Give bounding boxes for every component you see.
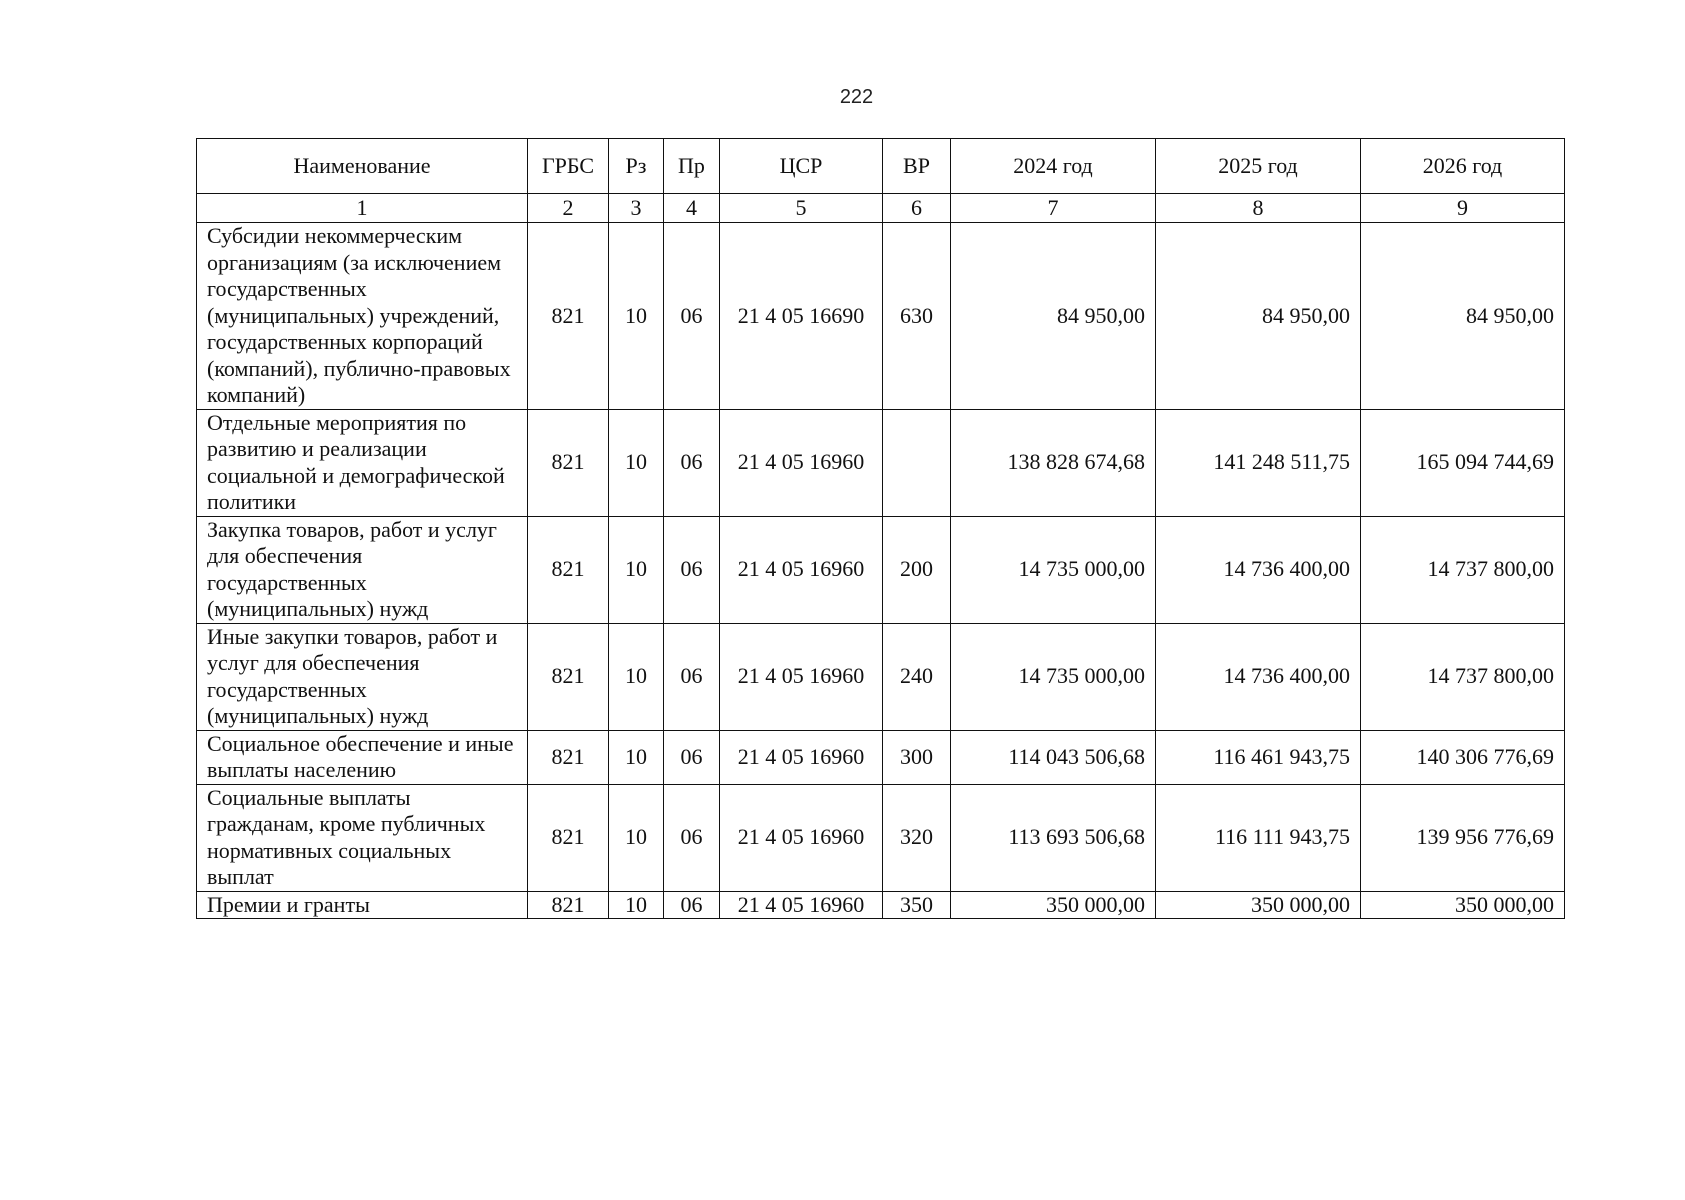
column-number: 2 bbox=[528, 194, 609, 223]
table-header-row bbox=[197, 139, 1565, 194]
row-vr bbox=[883, 409, 951, 516]
row-name: Субсидии некоммерческим организациям (за исключением государственных (муниципальных) учреждений, государственных корпораций (компаний), публично-правовых компаний) bbox=[197, 223, 528, 410]
column-number: 7 bbox=[951, 194, 1156, 223]
column-number: 4 bbox=[664, 194, 720, 223]
table-row bbox=[197, 891, 1565, 919]
row-csr: 21 4 05 16960 bbox=[720, 891, 883, 919]
table-row bbox=[197, 730, 1565, 784]
row-amount-2026: 14 737 800,00 bbox=[1361, 623, 1565, 730]
row-vr: 350 bbox=[883, 891, 951, 919]
page-number: 222 bbox=[839, 86, 874, 108]
row-csr: 21 4 05 16690 bbox=[720, 223, 883, 410]
column-header-2026: 2026 год bbox=[1361, 139, 1565, 194]
row-pr: 06 bbox=[664, 784, 720, 891]
row-grbs: 821 bbox=[528, 409, 609, 516]
row-name: Закупка товаров, работ и услуг для обеспечения государственных (муниципальных) нужд bbox=[197, 516, 528, 623]
row-rz: 10 bbox=[609, 516, 664, 623]
row-grbs: 821 bbox=[528, 784, 609, 891]
row-amount-2024: 14 735 000,00 bbox=[951, 623, 1156, 730]
table-row bbox=[197, 516, 1565, 623]
row-csr: 21 4 05 16960 bbox=[720, 784, 883, 891]
row-csr: 21 4 05 16960 bbox=[720, 623, 883, 730]
row-amount-2026: 140 306 776,69 bbox=[1361, 730, 1565, 784]
row-grbs: 821 bbox=[528, 891, 609, 919]
column-header-name: Наименование bbox=[197, 139, 528, 194]
row-amount-2026: 165 094 744,69 bbox=[1361, 409, 1565, 516]
row-pr: 06 bbox=[664, 516, 720, 623]
row-name: Социальные выплаты гражданам, кроме публичных нормативных социальных выплат bbox=[197, 784, 528, 891]
table-row bbox=[197, 784, 1565, 891]
row-name: Иные закупки товаров, работ и услуг для обеспечения государственных (муниципальных) нужд bbox=[197, 623, 528, 730]
row-amount-2025: 14 736 400,00 bbox=[1156, 516, 1361, 623]
row-rz: 10 bbox=[609, 784, 664, 891]
row-vr: 630 bbox=[883, 223, 951, 410]
column-header-vr: ВР bbox=[883, 139, 951, 194]
column-number: 3 bbox=[609, 194, 664, 223]
row-rz: 10 bbox=[609, 891, 664, 919]
column-number-row bbox=[197, 194, 1565, 223]
row-name: Социальное обеспечение и иные выплаты населению bbox=[197, 730, 528, 784]
budget-table bbox=[196, 138, 1565, 919]
row-csr: 21 4 05 16960 bbox=[720, 516, 883, 623]
row-pr: 06 bbox=[664, 730, 720, 784]
row-grbs: 821 bbox=[528, 516, 609, 623]
row-pr: 06 bbox=[664, 891, 720, 919]
row-amount-2024: 113 693 506,68 bbox=[951, 784, 1156, 891]
row-amount-2024: 350 000,00 bbox=[951, 891, 1156, 919]
row-amount-2026: 139 956 776,69 bbox=[1361, 784, 1565, 891]
row-rz: 10 bbox=[609, 730, 664, 784]
row-amount-2024: 14 735 000,00 bbox=[951, 516, 1156, 623]
column-header-grbs: ГРБС bbox=[528, 139, 609, 194]
row-vr: 300 bbox=[883, 730, 951, 784]
column-number: 6 bbox=[883, 194, 951, 223]
column-header-csr: ЦСР bbox=[720, 139, 883, 194]
row-csr: 21 4 05 16960 bbox=[720, 730, 883, 784]
row-grbs: 821 bbox=[528, 223, 609, 410]
row-name: Отдельные мероприятия по развитию и реализации социальной и демографической политики bbox=[197, 409, 528, 516]
row-pr: 06 bbox=[664, 223, 720, 410]
row-amount-2024: 138 828 674,68 bbox=[951, 409, 1156, 516]
row-rz: 10 bbox=[609, 409, 664, 516]
table-row bbox=[197, 409, 1565, 516]
row-amount-2025: 14 736 400,00 bbox=[1156, 623, 1361, 730]
column-number: 5 bbox=[720, 194, 883, 223]
row-csr: 21 4 05 16960 bbox=[720, 409, 883, 516]
table-row bbox=[197, 623, 1565, 730]
row-vr: 200 bbox=[883, 516, 951, 623]
column-header-rz: Рз bbox=[609, 139, 664, 194]
row-vr: 240 bbox=[883, 623, 951, 730]
row-amount-2025: 84 950,00 bbox=[1156, 223, 1361, 410]
row-amount-2024: 114 043 506,68 bbox=[951, 730, 1156, 784]
row-amount-2025: 141 248 511,75 bbox=[1156, 409, 1361, 516]
column-number: 9 bbox=[1361, 194, 1565, 223]
row-amount-2026: 350 000,00 bbox=[1361, 891, 1565, 919]
row-grbs: 821 bbox=[528, 623, 609, 730]
column-header-2024: 2024 год bbox=[951, 139, 1156, 194]
row-amount-2025: 350 000,00 bbox=[1156, 891, 1361, 919]
row-vr: 320 bbox=[883, 784, 951, 891]
row-rz: 10 bbox=[609, 623, 664, 730]
column-header-pr: Пр bbox=[664, 139, 720, 194]
column-header-2025: 2025 год bbox=[1156, 139, 1361, 194]
row-amount-2026: 14 737 800,00 bbox=[1361, 516, 1565, 623]
table-row bbox=[197, 223, 1565, 410]
column-number: 8 bbox=[1156, 194, 1361, 223]
row-amount-2024: 84 950,00 bbox=[951, 223, 1156, 410]
column-number: 1 bbox=[197, 194, 528, 223]
row-rz: 10 bbox=[609, 223, 664, 410]
row-amount-2025: 116 461 943,75 bbox=[1156, 730, 1361, 784]
row-name: Премии и гранты bbox=[197, 891, 528, 919]
row-amount-2025: 116 111 943,75 bbox=[1156, 784, 1361, 891]
row-pr: 06 bbox=[664, 409, 720, 516]
row-amount-2026: 84 950,00 bbox=[1361, 223, 1565, 410]
row-pr: 06 bbox=[664, 623, 720, 730]
row-grbs: 821 bbox=[528, 730, 609, 784]
